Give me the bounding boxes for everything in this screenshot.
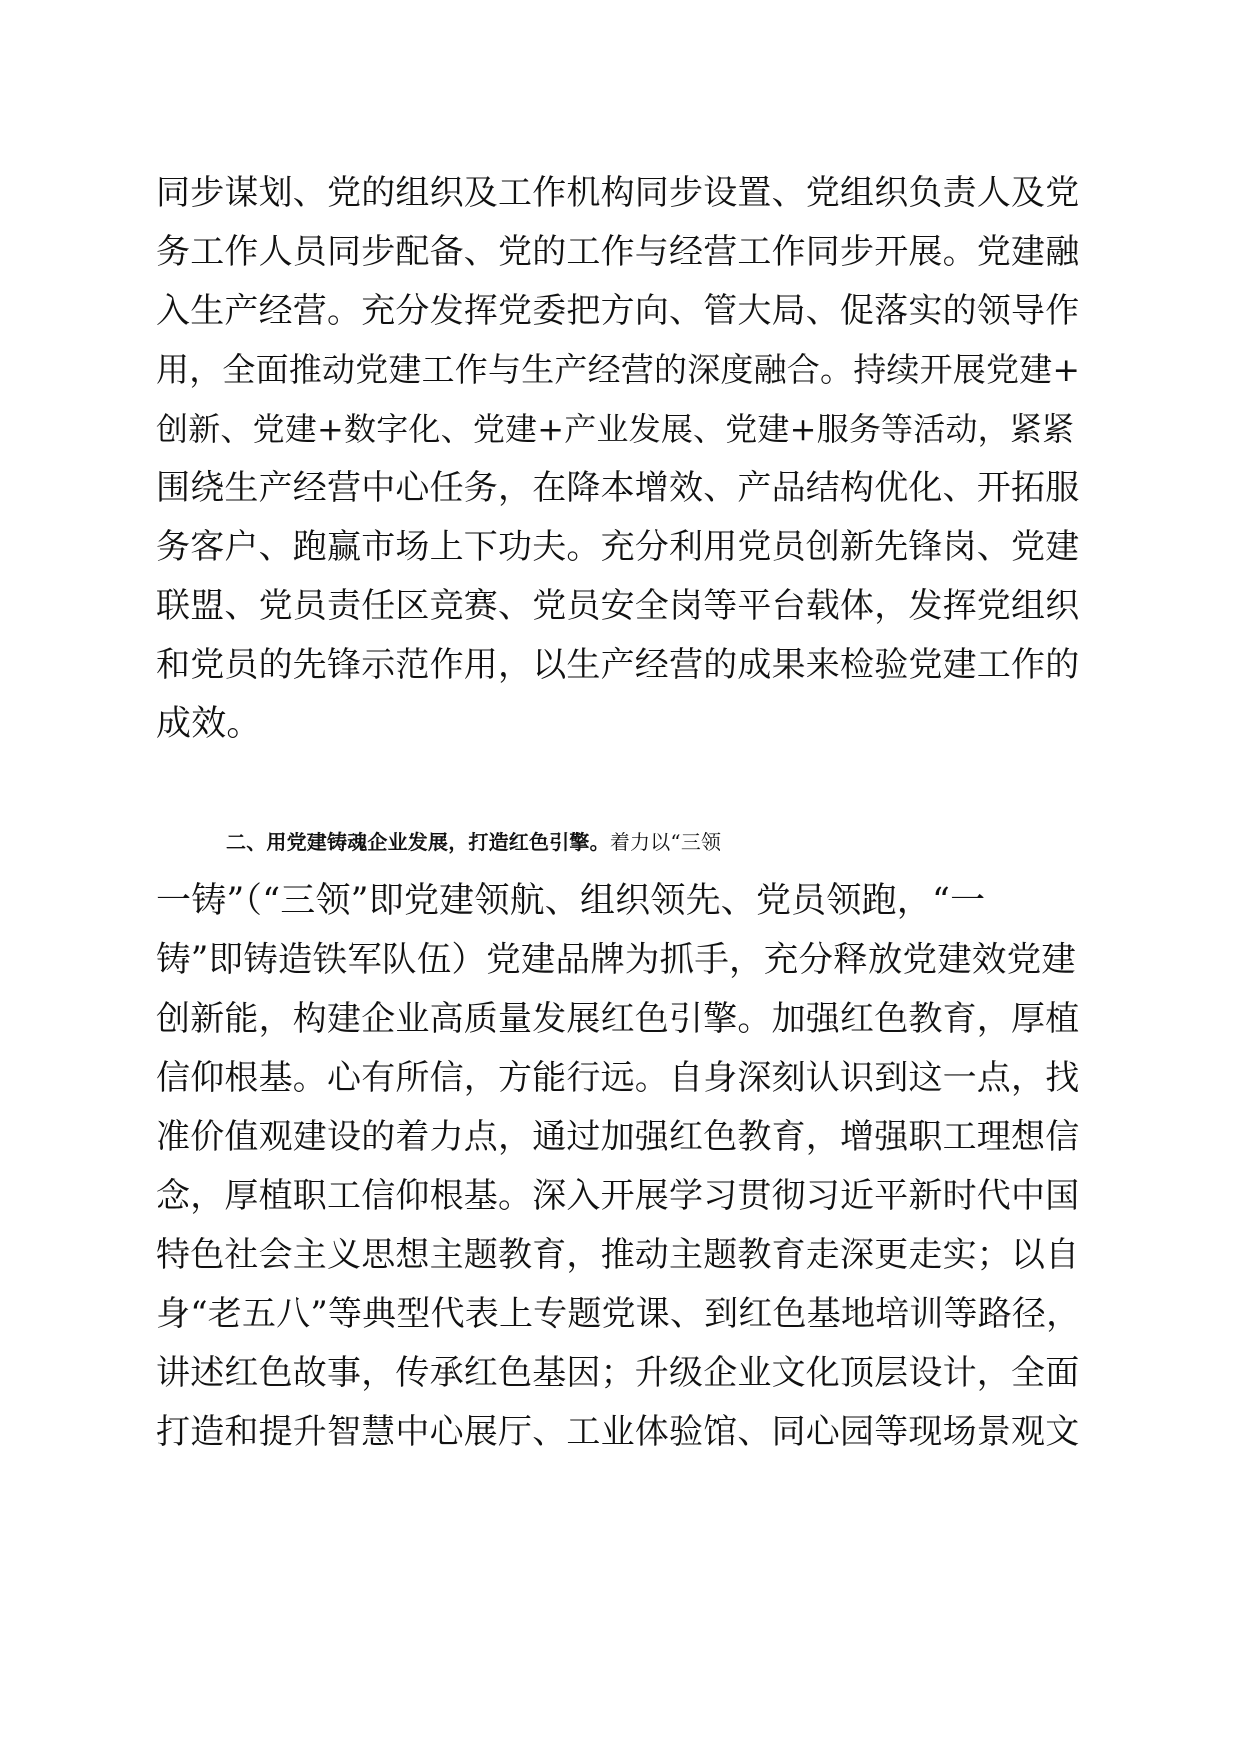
paragraph-2-line: 信仰根基。心有所信，方能行远。自身深刻认识到这一点，找	[156, 1058, 1080, 1098]
paragraph-1-line: 和党员的先锋示范作用，以生产经营的成果来检验党建工作的	[156, 645, 1080, 685]
paragraph-1-line: 联盟、党员责任区竞赛、党员安全岗等平台载体，发挥党组织	[156, 586, 1080, 626]
paragraph-1-line: 务客户、跑赢市场上下功夫。充分利用党员创新先锋岗、党建	[156, 527, 1080, 567]
section-2-first-line	[226, 820, 1156, 864]
section-2-first-line-text: 着力以“三领	[609, 830, 722, 854]
paragraph-2-line: 铸”即铸造铁军队伍）党建品牌为抓手，充分释放党建效党建	[156, 940, 1077, 980]
paragraph-1-line: 同步谋划、党的组织及工作机构同步设置、党组织负责人及党	[156, 173, 1080, 213]
paragraph-2-line: 打造和提升智慧中心展厅、工业体验馆、同心园等现场景观文	[156, 1412, 1080, 1452]
paragraph-2-line: 准价值观建设的着力点，通过加强红色教育，增强职工理想信	[156, 1117, 1080, 1157]
paragraph-2-line: 创新能，构建企业高质量发展红色引擎。加强红色教育，厚植	[156, 999, 1080, 1039]
paragraph-1-line: 围绕生产经营中心任务，在降本增效、产品结构优化、开拓服	[156, 468, 1080, 508]
paragraph-2-line: 讲述红色故事，传承红色基因；升级企业文化顶层设计，全面	[156, 1353, 1080, 1393]
paragraph-2-line: 身“老五八”等典型代表上专题党课、到红色基地培训等路径，	[156, 1294, 1081, 1334]
paragraph-2-line: 特色社会主义思想主题教育，推动主题教育走深更走实；以自	[156, 1235, 1080, 1275]
paragraph-1-line: 入生产经营。充分发挥党委把方向、管大局、促落实的领导作	[156, 291, 1080, 331]
paragraph-1-line: 务工作人员同步配备、党的工作与经营工作同步开展。党建融	[156, 232, 1080, 272]
paragraph-1-line: 成效。	[156, 704, 262, 744]
paragraph-1-line: 创新、党建+数字化、党建+产业发展、党建+服务等活动，紧紧	[156, 410, 1075, 448]
paragraph-2-line: 一铸”（“三领”即党建领航、组织领先、党员领跑，“一	[156, 881, 986, 921]
paragraph-1-line: 用，全面推动党建工作与生产经营的深度融合。持续开展党建+	[156, 350, 1081, 389]
paragraph-2-line: 念，厚植职工信仰根基。深入开展学习贯彻习近平新时代中国	[156, 1176, 1080, 1216]
section-2-heading: 二、用党建铸魂企业发展，打造红色引擎。	[226, 830, 610, 854]
